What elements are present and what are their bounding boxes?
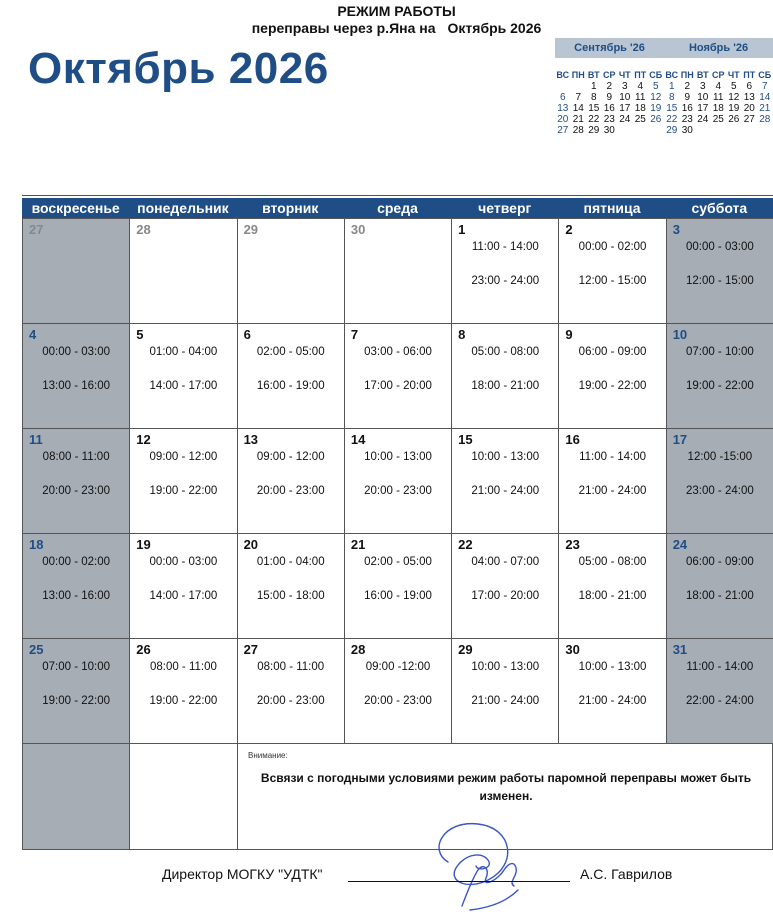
calendar-day-cell — [666, 533, 773, 639]
mini-calendar-november — [664, 38, 773, 136]
mini-day: 22 — [588, 114, 600, 125]
schedule-time-1: 00:00 - 02:00 — [578, 241, 647, 253]
calendar-day-cell — [237, 428, 345, 534]
schedule-time-2: 20:00 - 23:00 — [42, 485, 111, 497]
mini-day: 2 — [684, 81, 691, 92]
schedule-time-2: 18:00 - 21:00 — [578, 590, 647, 602]
mini-day — [695, 125, 711, 136]
mini-day — [648, 125, 664, 136]
mini-day: 16 — [681, 103, 693, 114]
schedule-time-1: 11:00 - 14:00 — [471, 241, 539, 253]
calendar-empty-cell — [22, 743, 130, 850]
schedule-time-2: 20:00 - 23:00 — [256, 695, 325, 707]
weekday-header: среда — [377, 200, 418, 216]
day-number: 18 — [29, 537, 44, 552]
weekday-header: суббота — [691, 200, 748, 216]
mini-day — [757, 125, 773, 136]
day-number: 24 — [672, 537, 688, 552]
day-number: 12 — [136, 432, 151, 447]
mini-day: 28 — [572, 125, 584, 136]
calendar-day-cell — [129, 428, 237, 534]
mini-day-header: ВС — [665, 70, 679, 80]
day-number: 30 — [350, 222, 366, 237]
mini-day: 4 — [637, 81, 644, 92]
schedule-time-1: 01:00 - 04:00 — [149, 346, 218, 358]
mini-day: 18 — [712, 103, 724, 114]
signature-line — [348, 881, 570, 882]
calendar-day-cell — [558, 533, 666, 639]
schedule-time-2: 19:00 - 22:00 — [578, 380, 647, 392]
mini-day-header: ВТ — [696, 70, 709, 80]
day-number: 25 — [29, 642, 44, 657]
calendar-day-cell — [129, 323, 237, 429]
calendar-day-cell — [451, 323, 559, 429]
day-number: 29 — [243, 222, 259, 237]
day-number: 4 — [29, 327, 37, 342]
day-number: 27 — [29, 222, 44, 237]
schedule-time-2: 20:00 - 23:00 — [364, 485, 432, 497]
schedule-time-2: 17:00 - 20:00 — [364, 380, 432, 392]
schedule-heading: РЕЖИМ РАБОТЫ — [337, 3, 456, 19]
mini-day: 6 — [746, 81, 753, 92]
mini-day: 25 — [634, 114, 646, 125]
schedule-time-2: 17:00 - 20:00 — [471, 590, 540, 602]
mini-calendar-title: Ноябрь '26 — [664, 38, 773, 58]
calendar-day-cell — [344, 428, 452, 534]
mini-day: 28 — [759, 114, 771, 125]
mini-day: 8 — [590, 92, 597, 103]
weekday-header: пятница — [583, 200, 641, 216]
mini-day: 4 — [715, 81, 722, 92]
mini-calendar-title: Сентябрь '26 — [555, 38, 664, 58]
mini-day — [555, 81, 571, 92]
schedule-time-1: 01:00 - 04:00 — [256, 556, 325, 568]
mini-day: 18 — [634, 103, 646, 114]
schedule-time-2: 15:00 - 18:00 — [256, 590, 325, 602]
schedule-time-1: 00:00 - 02:00 — [42, 556, 111, 568]
schedule-time-1: 07:00 - 10:00 — [685, 346, 754, 358]
schedule-time-1: 09:00 - 12:00 — [256, 451, 325, 463]
mini-calendar-table — [555, 70, 664, 136]
calendar-day-cell — [451, 218, 559, 324]
schedule-time-1: 03:00 - 06:00 — [364, 346, 432, 358]
schedule-time-2: 18:00 - 21:00 — [685, 590, 754, 602]
calendar-day-cell — [451, 428, 559, 534]
calendar-day-cell — [558, 428, 666, 534]
schedule-time-1: 08:00 - 11:00 — [42, 451, 110, 463]
schedule-time-2: 21:00 - 24:00 — [471, 695, 540, 707]
schedule-time-2: 23:00 - 24:00 — [685, 485, 754, 497]
calendar-day-cell — [344, 638, 452, 744]
mini-day: 26 — [650, 114, 662, 125]
day-number: 30 — [565, 642, 580, 657]
calendar-day-cell — [666, 638, 773, 744]
weekday-header-bar — [22, 198, 773, 218]
schedule-time-2: 13:00 - 16:00 — [42, 380, 111, 392]
calendar-day-cell — [451, 533, 559, 639]
mini-day: 12 — [650, 92, 662, 103]
mini-day: 7 — [761, 81, 768, 92]
day-number: 26 — [136, 642, 151, 657]
mini-day-header: ПН — [680, 70, 694, 80]
mini-day: 13 — [743, 92, 755, 103]
mini-day-header: ЧТ — [727, 70, 740, 80]
mini-day: 12 — [728, 92, 740, 103]
day-number: 13 — [243, 432, 259, 447]
mini-day: 15 — [588, 103, 600, 114]
weekday-header: четверг — [478, 200, 532, 216]
schedule-time-2: 14:00 - 17:00 — [149, 590, 218, 602]
mini-day: 23 — [603, 114, 615, 125]
mini-day: 30 — [681, 125, 693, 136]
day-number: 31 — [672, 642, 688, 657]
mini-day: 30 — [603, 125, 615, 136]
day-number: 14 — [350, 432, 366, 447]
schedule-time-2: 16:00 - 19:00 — [256, 380, 325, 392]
mini-day: 10 — [697, 92, 709, 103]
notice-label: Внимание: — [248, 751, 288, 760]
mini-day: 2 — [606, 81, 613, 92]
schedule-time-2: 16:00 - 19:00 — [364, 590, 432, 602]
mini-day: 9 — [684, 92, 691, 103]
mini-day — [617, 125, 633, 136]
mini-day: 10 — [619, 92, 631, 103]
schedule-time-1: 11:00 - 14:00 — [579, 451, 647, 463]
mini-day: 20 — [743, 103, 755, 114]
schedule-time-1: 10:00 - 13:00 — [471, 451, 540, 463]
mini-day: 22 — [666, 114, 678, 125]
schedule-time-1: 02:00 - 05:00 — [256, 346, 325, 358]
mini-day: 6 — [559, 92, 566, 103]
mini-day: 21 — [572, 114, 584, 125]
schedule-time-2: 12:00 - 15:00 — [578, 275, 647, 287]
mini-day: 19 — [728, 103, 740, 114]
schedule-time-1: 10:00 - 13:00 — [578, 661, 647, 673]
calendar-day-cell — [22, 638, 130, 744]
weekday-header: понедельник — [137, 200, 229, 216]
mini-day: 1 — [668, 81, 675, 92]
day-number: 16 — [565, 432, 580, 447]
schedule-time-1: 04:00 - 07:00 — [471, 556, 540, 568]
mini-day: 29 — [666, 125, 678, 136]
mini-day-header: ПН — [571, 70, 585, 80]
schedule-time-1: 09:00 -12:00 — [365, 661, 431, 673]
day-number: 21 — [350, 537, 366, 552]
calendar-day-cell — [344, 323, 452, 429]
calendar-day-cell — [129, 218, 237, 324]
signatory-position: Директор МОГКУ "УДТК" — [162, 866, 323, 882]
mini-calendar-table — [664, 70, 773, 136]
calendar-day-cell — [129, 533, 237, 639]
mini-day: 27 — [743, 114, 755, 125]
day-number: 20 — [243, 537, 259, 552]
schedule-time-2: 20:00 - 23:00 — [256, 485, 325, 497]
calendar-day-cell — [344, 533, 452, 639]
schedule-time-2: 21:00 - 24:00 — [578, 695, 647, 707]
calendar-day-cell — [237, 218, 345, 324]
schedule-time-1: 06:00 - 09:00 — [578, 346, 647, 358]
schedule-time-2: 13:00 - 16:00 — [42, 590, 111, 602]
schedule-time-2: 19:00 - 22:00 — [685, 380, 754, 392]
calendar-day-cell — [237, 638, 345, 744]
schedule-time-1: 00:00 - 03:00 — [685, 241, 754, 253]
mini-day-header: ВТ — [587, 70, 600, 80]
calendar-day-cell — [22, 428, 130, 534]
subheading-prefix: переправы через р.Яна на — [251, 20, 436, 36]
mini-calendar-september — [555, 38, 664, 136]
calendar-day-cell — [666, 323, 773, 429]
schedule-time-1: 12:00 -15:00 — [687, 451, 753, 463]
day-number: 6 — [243, 327, 251, 342]
mini-day-header: ЧТ — [618, 70, 631, 80]
schedule-time-1: 00:00 - 03:00 — [149, 556, 218, 568]
mini-day — [711, 125, 727, 136]
schedule-time-2: 23:00 - 24:00 — [471, 275, 540, 287]
schedule-time-1: 05:00 - 08:00 — [471, 346, 540, 358]
schedule-time-2: 21:00 - 24:00 — [578, 485, 647, 497]
mini-day-header: СБ — [649, 70, 663, 80]
mini-day: 5 — [730, 81, 737, 92]
calendar-day-cell — [666, 218, 773, 324]
day-number: 28 — [136, 222, 151, 237]
calendar-day-cell — [237, 323, 345, 429]
mini-day: 19 — [650, 103, 662, 114]
mini-day — [571, 81, 587, 92]
schedule-time-1: 10:00 - 13:00 — [471, 661, 540, 673]
day-number: 11 — [29, 432, 43, 447]
schedule-time-2: 19:00 - 22:00 — [149, 485, 218, 497]
day-number: 23 — [565, 537, 580, 552]
mini-day: 9 — [606, 92, 613, 103]
schedule-time-1: 00:00 - 03:00 — [42, 346, 111, 358]
day-number: 9 — [565, 327, 573, 342]
schedule-subheading — [0, 20, 773, 36]
mini-day — [742, 125, 758, 136]
mini-day: 23 — [681, 114, 693, 125]
calendar-day-cell — [558, 638, 666, 744]
mini-day: 3 — [621, 81, 628, 92]
day-number: 2 — [565, 222, 573, 237]
mini-day: 13 — [557, 103, 569, 114]
day-number: 28 — [350, 642, 366, 657]
mini-day: 26 — [728, 114, 740, 125]
schedule-time-1: 05:00 - 08:00 — [578, 556, 647, 568]
day-number: 17 — [672, 432, 688, 447]
mini-day: 11 — [713, 92, 724, 103]
mini-day-header: ПТ — [634, 70, 647, 80]
calendar-day-cell — [22, 218, 130, 324]
schedule-time-1: 08:00 - 11:00 — [149, 661, 217, 673]
schedule-time-2: 19:00 - 22:00 — [149, 695, 218, 707]
mini-day: 15 — [666, 103, 678, 114]
schedule-time-2: 20:00 - 23:00 — [364, 695, 432, 707]
page-title: Октябрь 2026 — [28, 44, 329, 93]
mini-day: 14 — [759, 92, 771, 103]
calendar-day-cell — [22, 323, 130, 429]
mini-day-header: СР — [711, 70, 725, 80]
mini-day: 17 — [697, 103, 709, 114]
calendar-day-cell — [129, 638, 237, 744]
header-top-rule — [22, 195, 773, 196]
schedule-time-1: 10:00 - 13:00 — [364, 451, 432, 463]
day-number: 10 — [672, 327, 688, 342]
schedule-time-1: 07:00 - 10:00 — [42, 661, 111, 673]
weekday-header: вторник — [262, 200, 319, 216]
mini-day: 17 — [619, 103, 631, 114]
mini-day: 8 — [668, 92, 675, 103]
day-number: 15 — [458, 432, 473, 447]
day-number: 7 — [350, 327, 359, 342]
mini-day-header: ПТ — [743, 70, 756, 80]
schedule-time-2: 19:00 - 22:00 — [42, 695, 111, 707]
schedule-time-1: 02:00 - 05:00 — [364, 556, 432, 568]
calendar-day-cell — [558, 218, 666, 324]
schedule-time-1: 08:00 - 11:00 — [257, 661, 325, 673]
mini-day-header: СБ — [758, 70, 772, 80]
signatory-name: А.С. Гаврилов — [580, 866, 673, 882]
calendar-empty-cell — [129, 743, 237, 850]
day-number: 22 — [458, 537, 473, 552]
mini-day — [633, 125, 649, 136]
day-number: 27 — [243, 642, 259, 657]
calendar-day-cell — [344, 218, 452, 324]
mini-day: 5 — [652, 81, 659, 92]
calendar-day-cell — [22, 533, 130, 639]
schedule-time-1: 11:00 - 14:00 — [686, 661, 754, 673]
schedule-time-1: 09:00 - 12:00 — [149, 451, 218, 463]
day-number: 19 — [136, 537, 151, 552]
schedule-time-2: 18:00 - 21:00 — [471, 380, 540, 392]
calendar-day-cell — [237, 533, 345, 639]
mini-day: 16 — [603, 103, 615, 114]
mini-day: 20 — [557, 114, 569, 125]
mini-day-header: СР — [602, 70, 616, 80]
mini-day: 25 — [712, 114, 724, 125]
mini-day: 24 — [697, 114, 709, 125]
mini-day: 21 — [759, 103, 771, 114]
schedule-time-2: 12:00 - 15:00 — [685, 275, 754, 287]
schedule-time-2: 21:00 - 24:00 — [471, 485, 540, 497]
day-number: 1 — [458, 222, 466, 237]
schedule-time-2: 22:00 - 24:00 — [685, 695, 754, 707]
mini-day: 7 — [575, 92, 582, 103]
mini-day: 29 — [588, 125, 600, 136]
subheading-month: Октябрь 2026 — [447, 20, 542, 36]
day-number: 3 — [672, 222, 680, 237]
calendar-day-cell — [558, 323, 666, 429]
day-number: 8 — [458, 327, 466, 342]
calendar-day-cell — [451, 638, 559, 744]
mini-day — [726, 125, 742, 136]
notice-text: Всвязи с погодными условиями режим работы паромной переправы может быть изменен. — [260, 771, 752, 803]
mini-day: 1 — [590, 81, 597, 92]
signature-icon — [418, 810, 538, 916]
mini-day: 27 — [557, 125, 569, 136]
calendar-day-cell — [666, 428, 773, 534]
schedule-time-2: 14:00 - 17:00 — [149, 380, 218, 392]
mini-day: 14 — [572, 103, 584, 114]
mini-day: 24 — [619, 114, 631, 125]
weekday-header: воскресенье — [31, 200, 120, 216]
schedule-time-1: 06:00 - 09:00 — [685, 556, 754, 568]
mini-day: 11 — [635, 92, 646, 103]
day-number: 5 — [136, 327, 144, 342]
mini-day: 3 — [699, 81, 706, 92]
mini-day-header: ВС — [556, 70, 570, 80]
day-number: 29 — [458, 642, 473, 657]
